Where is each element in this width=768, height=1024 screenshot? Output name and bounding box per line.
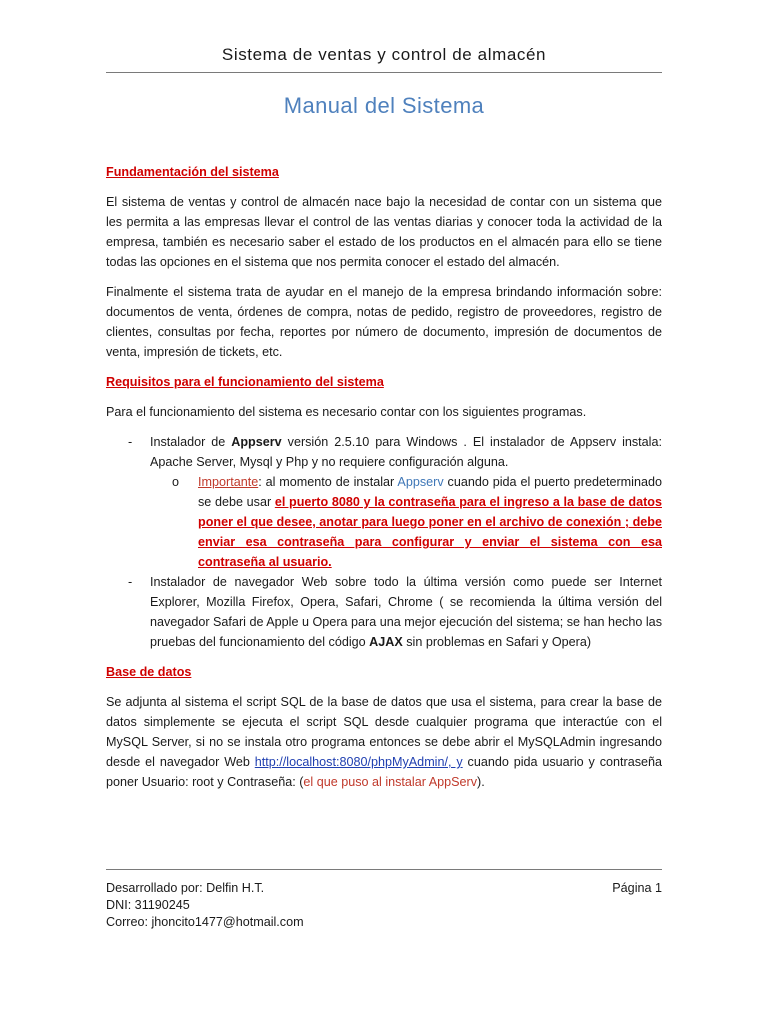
paragraph-base-datos (106, 692, 662, 792)
list-item-appserv (106, 432, 662, 472)
footer-dni: DNI: 31190245 (106, 898, 190, 912)
item1-post: versión 2.5.10 para Windows . El instalador de Appserv instala: Apache Server, Mysql y Php y no requiere configuración alguna. (150, 435, 662, 469)
bd-text-red: el que puso al instalar AppServ (303, 775, 478, 789)
bd-text-mid: cuando pida usuario y contraseña poner Usuario: root y Contraseña: ( (106, 755, 663, 789)
section-heading-requisitos: Requisitos para el funcionamiento del sistema (106, 375, 384, 389)
bd-text-end: ). (477, 775, 485, 789)
sub-text-1: : al momento de instalar (258, 475, 398, 489)
importante-label: Importante (198, 475, 259, 489)
running-header: Sistema de ventas y control de almacén (221, 45, 547, 64)
footer-divider (106, 869, 662, 870)
sub-appserv: Appserv (397, 475, 444, 489)
list-item-navegador (106, 572, 662, 652)
sub-text-2: cuando pida el puerto predeterminado se debe usar (198, 475, 662, 509)
document-title: Manual del Sistema (283, 93, 485, 118)
paragraph-requisitos-intro: Para el funcionamiento del sistema es necesario contar con los siguientes programas. (106, 405, 587, 419)
list-dash: - (128, 575, 133, 589)
header-divider (106, 72, 662, 73)
item1-pre: Instalador de (150, 435, 232, 449)
page-footer (106, 880, 662, 931)
list-circle: o (172, 475, 180, 489)
paragraph-fundamentacion-2: Finalmente el sistema trata de ayudar en el manejo de la empresa brindando información sobre: documentos de venta, órdenes de compra, notas de pedido, registro de proveedores, registro de clientes, consultas por fecha, reportes por número de documento, impresión de documentos de venta, impresión de tickets, etc. (106, 285, 662, 359)
paragraph-fundamentacion-1: El sistema de ventas y control de almacén nace bajo la necesidad de contar con un sistema que les permita a las empresas llevar el control de las ventas diarias y conocer toda la actividad de la empresa, también es necesario saber el estado de los productos en el almacén para ello se tiene todas las opciones en el sistema que nos permita conocer el estado del almacén. (106, 195, 662, 269)
item1-appserv-bold: Appserv (231, 435, 282, 449)
list-dash: - (128, 435, 133, 449)
footer-email: Correo: jhoncito1477@hotmail.com (106, 915, 304, 929)
item2-pre: Instalador de navegador Web sobre todo la última versión como puede ser Internet Explorer, Mozilla Firefox, Opera, Safari, Chrome ( se recomienda la última versión del navegador Safari de Apple u Opera para una mejor ejecución del sistema; se han hecho las pruebas del funcionamiento del código (150, 575, 662, 649)
port-password-warning: el puerto 8080 y la contraseña para el ingreso a la base de datos poner el que desee, anotar para luego poner en el archivo de conexión ; debe enviar esa contraseña para configurar y enviar el sistema con esa contraseña al usuario. (198, 495, 662, 569)
bd-text-pre: Se adjunta al sistema el script SQL de la base de datos que usa el sistema, para crear la base de datos simplemente se ejecuta el script SQL desde cualquier programa que interactúe con el MySQL Server, si no se instala otro programa entonces se debe abrir el MySQLAdmin ingresando desde el navegador Web (106, 695, 662, 769)
document-body (106, 162, 662, 802)
section-heading-base-datos: Base de datos (106, 665, 192, 679)
item2-post: sin problemas en Safari y Opera) (402, 635, 592, 649)
footer-developer: Desarrollado por: Delfin H.T. (106, 881, 265, 895)
phpmyadmin-link[interactable]: http://localhost:8080/phpMyAdmin/, y (254, 755, 463, 769)
item2-ajax-bold: AJAX (369, 635, 403, 649)
sublist-item-importante (106, 472, 662, 572)
section-heading-fundamentacion: Fundamentación del sistema (106, 165, 279, 179)
footer-page-number: Página 1 (612, 881, 662, 895)
